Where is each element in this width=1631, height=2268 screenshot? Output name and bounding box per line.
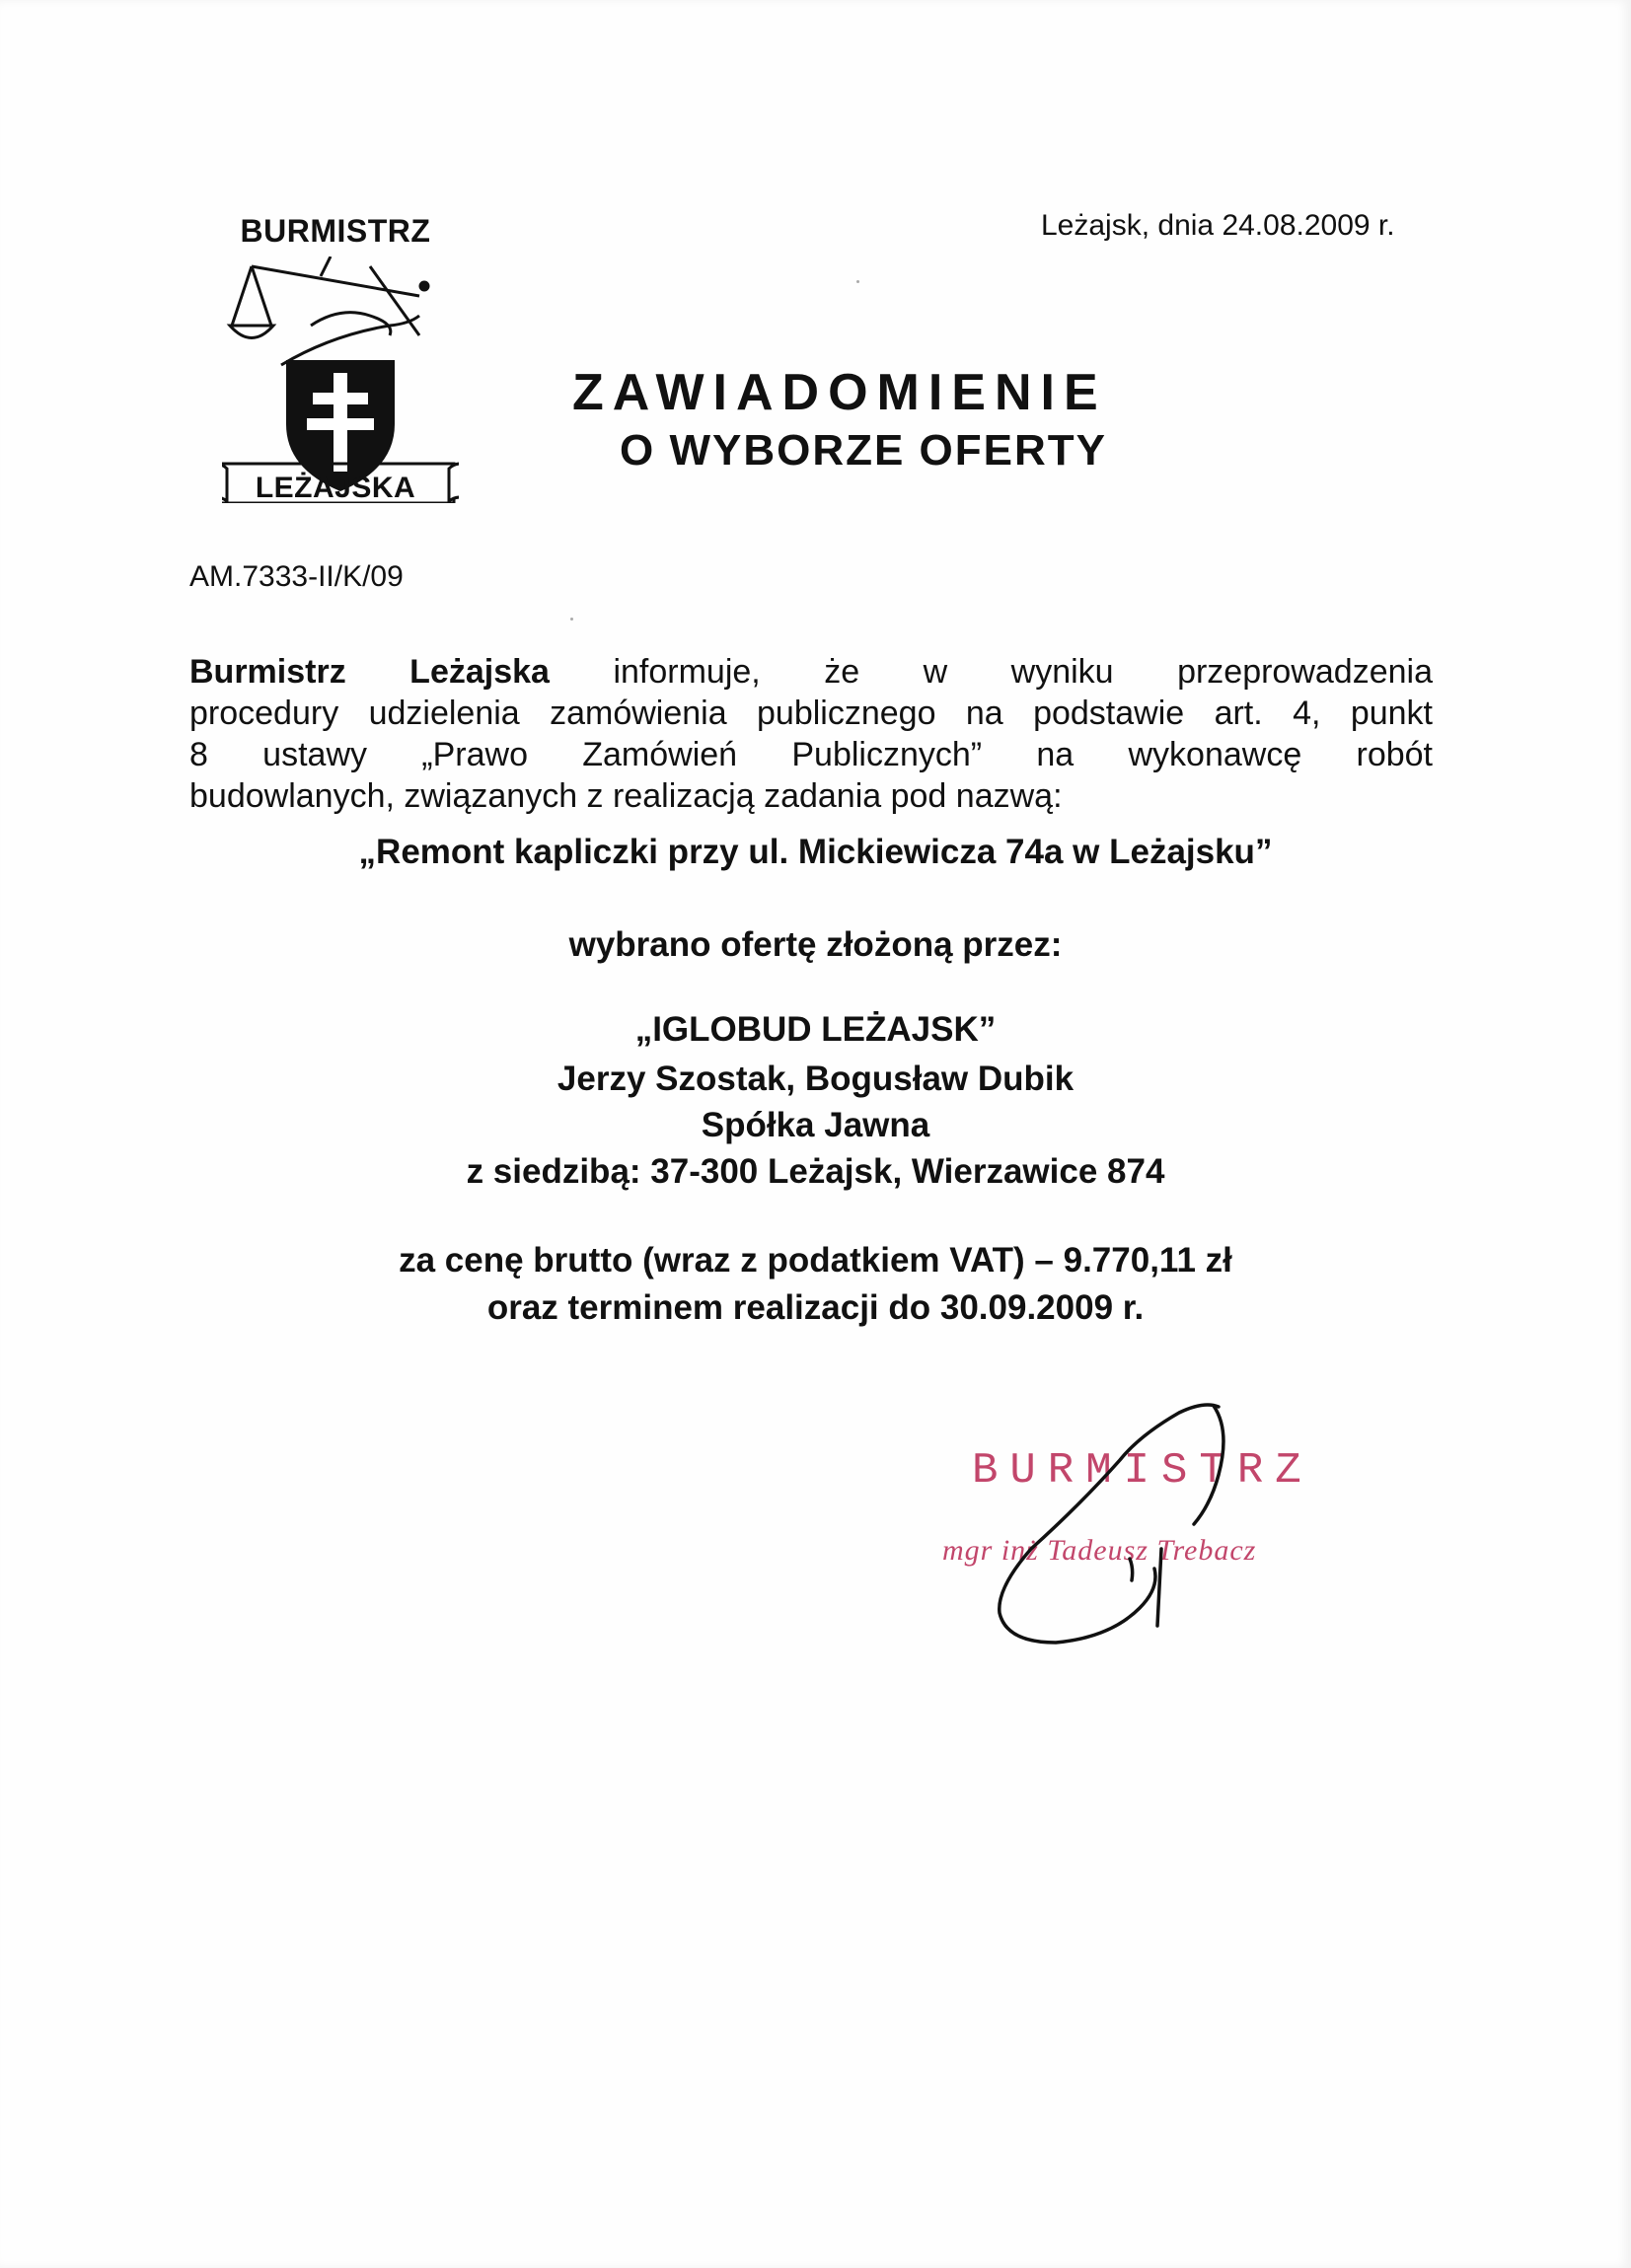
document-subtitle: O WYBORZE OFERTY bbox=[620, 426, 1107, 475]
reference-number: AM.7333-II/K/09 bbox=[189, 560, 404, 593]
body-line-2: procedury udzielenia zamówienia publicznego na podstawie art. 4, punkt bbox=[189, 695, 1433, 732]
date-line: Leżajsk, dnia 24.08.2009 r. bbox=[1041, 209, 1395, 242]
letterhead-title: BURMISTRZ bbox=[240, 213, 431, 249]
issuer-name: Burmistrz Leżajska bbox=[189, 653, 550, 691]
document-title: ZAWIADOMIENIE bbox=[572, 364, 1107, 421]
task-name: „Remont kapliczki przy ul. Mickiewicza 74a w Leżajsku” bbox=[358, 833, 1273, 871]
letterhead-banner: LEŻAJSKA bbox=[255, 472, 416, 504]
scan-speck bbox=[856, 280, 859, 283]
stamp-name: mgr inż Tadeusz Trebacz bbox=[942, 1534, 1257, 1567]
body-line-4: budowlanych, związanych z realizacją zadania pod nazwą: bbox=[189, 777, 1063, 815]
body-paragraph bbox=[189, 651, 1433, 817]
contractor-address: z siedzibą: 37-300 Leżajsk, Wierzawice 874 bbox=[466, 1152, 1165, 1191]
body-line-1-text: informuje, że w wyniku przeprowadzenia bbox=[549, 653, 1433, 691]
handwritten-signature bbox=[972, 1401, 1288, 1657]
contractor-name: „IGLOBUD LEŻAJSK” bbox=[634, 1010, 997, 1049]
body-line-3: 8 ustawy „Prawo Zamówień Publicznych” na wykonawcę robót bbox=[189, 736, 1433, 773]
selected-offer-intro: wybrano ofertę złożoną przez: bbox=[568, 925, 1063, 964]
contractor-legal-form: Spółka Jawna bbox=[701, 1106, 930, 1144]
stamp-title: BURMISTRZ bbox=[972, 1446, 1313, 1496]
contractor-owners: Jerzy Szostak, Bogusław Dubik bbox=[556, 1060, 1075, 1098]
body-line-1 bbox=[189, 651, 1433, 693]
price-line: za cenę brutto (wraz z podatkiem VAT) – 9.770,11 zł bbox=[399, 1241, 1232, 1280]
deadline-line: oraz terminem realizacji do 30.09.2009 r. bbox=[486, 1288, 1145, 1327]
letterhead bbox=[192, 207, 479, 513]
scan-speck bbox=[570, 618, 573, 621]
coat-of-arms-icon bbox=[222, 256, 459, 503]
